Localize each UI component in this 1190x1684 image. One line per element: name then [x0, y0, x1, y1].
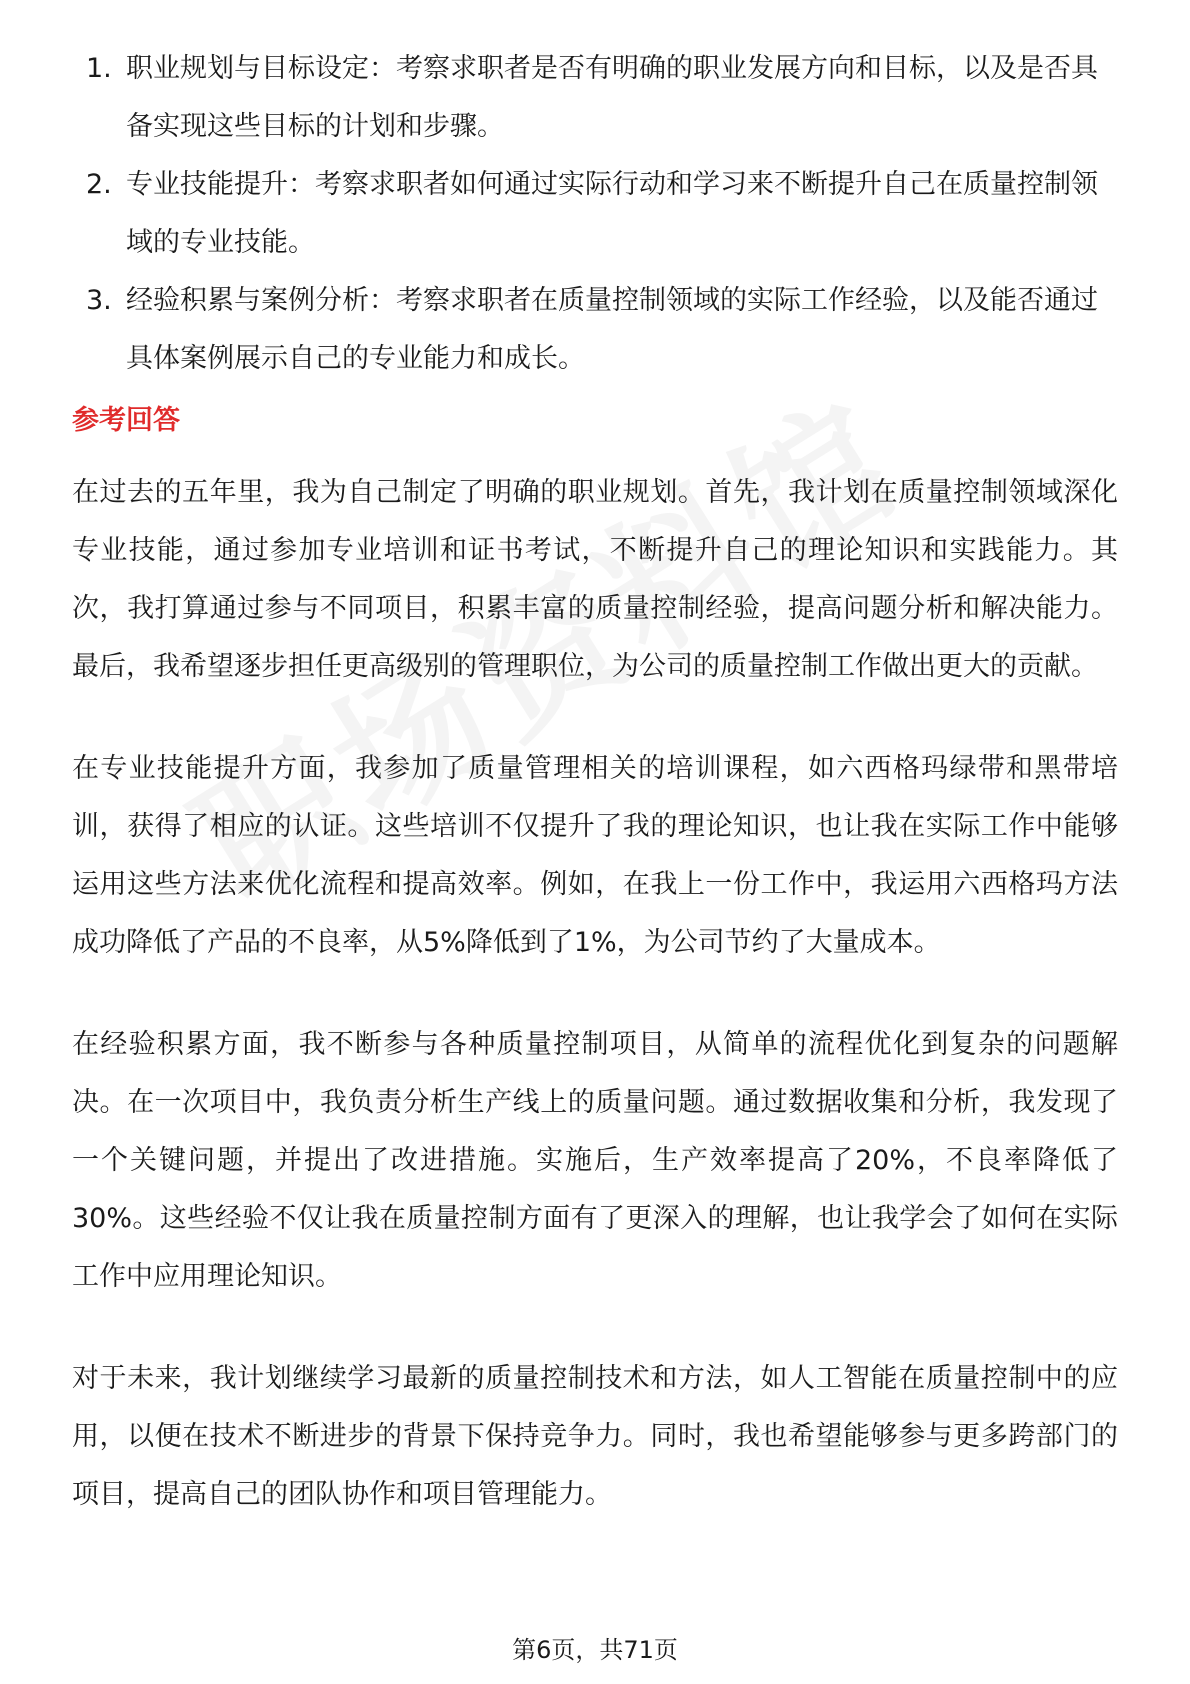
- answer-paragraph: 在过去的五年里，我为自己制定了明确的职业规划。首先，我计划在质量控制领域深化专业技能，通过参加专业培训和证书考试，不断提升自己的理论知识和实践能力。其次，我打算通过参与不同项目，积累丰富的质量控制经验，提高问题分析和解决能力。最后，我希望逐步担任更高级别的管理职位，为公司的质量控制工作做出更大的贡献。: [72, 477, 1118, 682]
- list-item: [72, 272, 1118, 388]
- list-item-number: 3.: [86, 285, 112, 316]
- answer-heading: 参考回答: [72, 405, 180, 436]
- list-item-text: 经验积累与案例分析：考察求职者在质量控制领域的实际工作经验，以及能否通过具体案例展示自己的专业能力和成长。: [126, 285, 1098, 374]
- answer-paragraph: 在经验积累方面，我不断参与各种质量控制项目，从简单的流程优化到复杂的问题解决。在一次项目中，我负责分析生产线上的质量问题。通过数据收集和分析，我发现了一个关键问题，并提出了改进措施。实施后，生产效率提高了20%，不良率降低了30%。这些经验不仅让我在质量控制方面有了更深入的理解，也让我学会了如何在实际工作中应用理论知识。: [72, 1029, 1118, 1292]
- answer-body: [72, 464, 1118, 1524]
- answer-paragraph: 在专业技能提升方面，我参加了质量管理相关的培训课程，如六西格玛绿带和黑带培训，获得了相应的认证。这些培训不仅提升了我的理论知识，也让我在实际工作中能够运用这些方法来优化流程和提高效率。例如，在我上一份工作中，我运用六西格玛方法成功降低了产品的不良率，从5%降低到了1%，为公司节约了大量成本。: [72, 753, 1118, 958]
- list-item-number: 1.: [86, 53, 112, 84]
- list-item-number: 2.: [86, 169, 112, 200]
- list-item-text: 专业技能提升：考察求职者如何通过实际行动和学习来不断提升自己在质量控制领域的专业技能。: [126, 169, 1098, 258]
- answer-paragraph: 对于未来，我计划继续学习最新的质量控制技术和方法，如人工智能在质量控制中的应用，以便在技术不断进步的背景下保持竞争力。同时，我也希望能够参与更多跨部门的项目，提高自己的团队协作和项目管理能力。: [72, 1363, 1118, 1510]
- evaluation-criteria-list: [72, 40, 1118, 388]
- list-item-text: 职业规划与目标设定：考察求职者是否有明确的职业发展方向和目标，以及是否具备实现这些目标的计划和步骤。: [126, 53, 1098, 142]
- page-number-footer: 第6页，共71页: [512, 1636, 678, 1664]
- page-content: [72, 40, 1118, 1568]
- list-item: [72, 156, 1118, 272]
- list-item: [72, 40, 1118, 156]
